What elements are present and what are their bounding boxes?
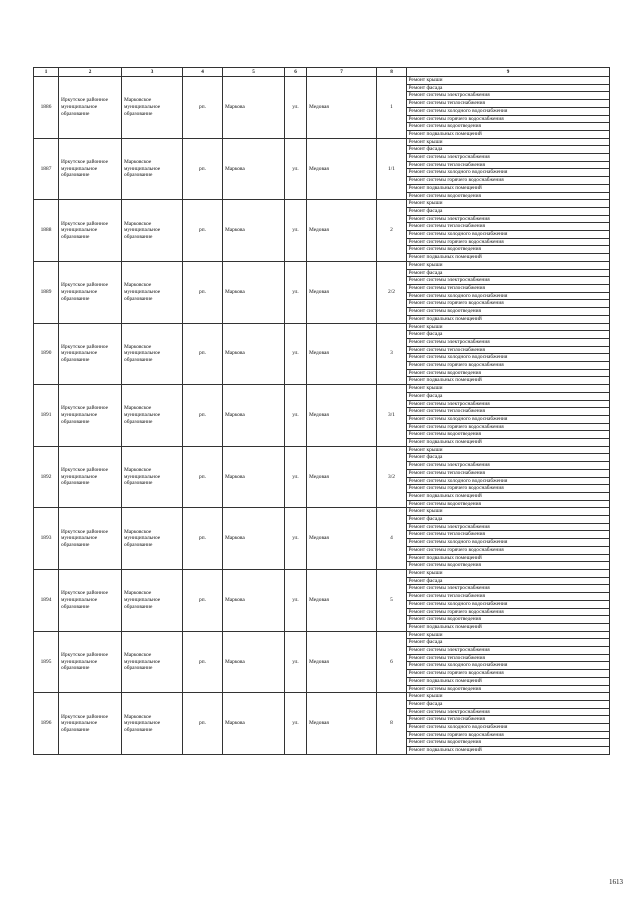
house-number-cell: 3/2	[377, 446, 407, 508]
work-item: Ремонт системы теплоснабжения	[407, 716, 610, 724]
work-item: Ремонт фасада	[407, 700, 610, 708]
street-type-cell: ул.	[285, 446, 307, 508]
row-number: 1894	[34, 570, 59, 632]
work-item: Ремонт крыши	[407, 631, 610, 639]
work-item: Ремонт системы холодного водоснабжения	[407, 354, 610, 362]
municipality-cell: Марковское муниципальное образование	[122, 261, 183, 323]
work-item: Ремонт крыши	[407, 77, 610, 85]
house-number-cell: 6	[377, 631, 407, 693]
street-type-cell: ул.	[285, 323, 307, 385]
row-number: 1887	[34, 138, 59, 200]
street-type-cell: ул.	[285, 77, 307, 139]
work-item: Ремонт системы теплоснабжения	[407, 161, 610, 169]
work-item: Ремонт системы электроснабжения	[407, 400, 610, 408]
work-item: Ремонт системы водоотведения	[407, 192, 610, 200]
district-cell: Иркутское районное муниципальное образование	[59, 323, 122, 385]
table-row	[34, 77, 610, 85]
settlement-cell: Маркова	[223, 446, 285, 508]
work-item: Ремонт фасада	[407, 331, 610, 339]
row-number: 1895	[34, 631, 59, 693]
settlement-cell: Маркова	[223, 138, 285, 200]
work-item: Ремонт системы водоотведения	[407, 685, 610, 693]
table-row	[34, 323, 610, 331]
work-item: Ремонт фасада	[407, 269, 610, 277]
municipality-cell: Марковское муниципальное образование	[122, 693, 183, 755]
table-row	[34, 508, 610, 516]
district-cell: Иркутское районное муниципальное образование	[59, 77, 122, 139]
work-item: Ремонт системы электроснабжения	[407, 277, 610, 285]
settlement-cell: Маркова	[223, 508, 285, 570]
work-item: Ремонт системы водоотведения	[407, 616, 610, 624]
work-item: Ремонт системы холодного водоснабжения	[407, 107, 610, 115]
place-type-cell: рп.	[183, 323, 223, 385]
work-item: Ремонт системы горячего водоснабжения	[407, 300, 610, 308]
work-item: Ремонт системы горячего водоснабжения	[407, 670, 610, 678]
municipality-cell: Марковское муниципальное образование	[122, 631, 183, 693]
work-item: Ремонт системы холодного водоснабжения	[407, 662, 610, 670]
table-row	[34, 138, 610, 146]
work-item: Ремонт системы водоотведения	[407, 431, 610, 439]
work-item: Ремонт крыши	[407, 261, 610, 269]
work-item: Ремонт системы теплоснабжения	[407, 469, 610, 477]
district-cell: Иркутское районное муниципальное образование	[59, 138, 122, 200]
work-item: Ремонт подвальных помещений	[407, 184, 610, 192]
work-item: Ремонт системы горячего водоснабжения	[407, 177, 610, 185]
work-item: Ремонт системы электроснабжения	[407, 92, 610, 100]
work-item: Ремонт фасада	[407, 639, 610, 647]
col-header-9: 9	[407, 68, 610, 77]
municipality-cell: Марковское муниципальное образование	[122, 508, 183, 570]
work-item: Ремонт системы горячего водоснабжения	[407, 238, 610, 246]
work-item: Ремонт крыши	[407, 693, 610, 701]
col-header-7: 7	[307, 68, 377, 77]
col-header-8: 8	[377, 68, 407, 77]
place-type-cell: рп.	[183, 261, 223, 323]
house-number-cell: 5	[377, 570, 407, 632]
work-item: Ремонт системы водоотведения	[407, 369, 610, 377]
work-item: Ремонт крыши	[407, 138, 610, 146]
work-item: Ремонт системы горячего водоснабжения	[407, 546, 610, 554]
house-number-cell: 1/1	[377, 138, 407, 200]
work-item: Ремонт системы электроснабжения	[407, 154, 610, 162]
work-item: Ремонт системы электроснабжения	[407, 647, 610, 655]
street-cell: Медовая	[307, 693, 377, 755]
municipality-cell: Марковское муниципальное образование	[122, 570, 183, 632]
street-type-cell: ул.	[285, 385, 307, 447]
place-type-cell: рп.	[183, 631, 223, 693]
row-number: 1893	[34, 508, 59, 570]
work-item: Ремонт подвальных помещений	[407, 623, 610, 631]
street-cell: Медовая	[307, 323, 377, 385]
work-item: Ремонт фасада	[407, 454, 610, 462]
street-type-cell: ул.	[285, 693, 307, 755]
street-type-cell: ул.	[285, 631, 307, 693]
settlement-cell: Маркова	[223, 385, 285, 447]
work-item: Ремонт подвальных помещений	[407, 492, 610, 500]
place-type-cell: рп.	[183, 446, 223, 508]
street-type-cell: ул.	[285, 200, 307, 262]
municipality-cell: Марковское муниципальное образование	[122, 385, 183, 447]
table-row	[34, 446, 610, 454]
page-number: 1613	[609, 878, 623, 886]
work-item: Ремонт системы холодного водоснабжения	[407, 292, 610, 300]
house-number-cell: 8	[377, 693, 407, 755]
municipality-cell: Марковское муниципальное образование	[122, 200, 183, 262]
row-number: 1896	[34, 693, 59, 755]
work-item: Ремонт системы водоотведения	[407, 500, 610, 508]
street-cell: Медовая	[307, 446, 377, 508]
work-item: Ремонт системы горячего водоснабжения	[407, 115, 610, 123]
row-number: 1890	[34, 323, 59, 385]
work-item: Ремонт подвальных помещений	[407, 439, 610, 447]
street-cell: Медовая	[307, 200, 377, 262]
work-item: Ремонт крыши	[407, 385, 610, 393]
work-item: Ремонт системы электроснабжения	[407, 523, 610, 531]
place-type-cell: рп.	[183, 570, 223, 632]
work-item: Ремонт системы холодного водоснабжения	[407, 231, 610, 239]
municipality-cell: Марковское муниципальное образование	[122, 446, 183, 508]
table-row	[34, 200, 610, 208]
work-item: Ремонт подвальных помещений	[407, 130, 610, 138]
work-item: Ремонт системы теплоснабжения	[407, 100, 610, 108]
table-row	[34, 385, 610, 393]
work-item: Ремонт крыши	[407, 446, 610, 454]
work-item: Ремонт системы водоотведения	[407, 308, 610, 316]
district-cell: Иркутское районное муниципальное образование	[59, 446, 122, 508]
street-cell: Медовая	[307, 77, 377, 139]
street-type-cell: ул.	[285, 261, 307, 323]
district-cell: Иркутское районное муниципальное образование	[59, 508, 122, 570]
settlement-cell: Маркова	[223, 631, 285, 693]
work-item: Ремонт системы электроснабжения	[407, 338, 610, 346]
works-table	[33, 67, 610, 755]
place-type-cell: рп.	[183, 693, 223, 755]
street-type-cell: ул.	[285, 138, 307, 200]
municipality-cell: Марковское муниципальное образование	[122, 77, 183, 139]
district-cell: Иркутское районное муниципальное образование	[59, 693, 122, 755]
work-item: Ремонт системы теплоснабжения	[407, 654, 610, 662]
settlement-cell: Маркова	[223, 77, 285, 139]
district-cell: Иркутское районное муниципальное образование	[59, 261, 122, 323]
house-number-cell: 1	[377, 77, 407, 139]
work-item: Ремонт крыши	[407, 570, 610, 578]
work-item: Ремонт крыши	[407, 508, 610, 516]
street-cell: Медовая	[307, 508, 377, 570]
settlement-cell: Маркова	[223, 570, 285, 632]
work-item: Ремонт системы теплоснабжения	[407, 593, 610, 601]
work-item: Ремонт системы теплоснабжения	[407, 346, 610, 354]
work-item: Ремонт системы горячего водоснабжения	[407, 608, 610, 616]
municipality-cell: Марковское муниципальное образование	[122, 323, 183, 385]
house-number-cell: 3/1	[377, 385, 407, 447]
col-header-5: 5	[223, 68, 285, 77]
settlement-cell: Маркова	[223, 261, 285, 323]
house-number-cell: 2	[377, 200, 407, 262]
work-item: Ремонт фасада	[407, 577, 610, 585]
work-item: Ремонт подвальных помещений	[407, 677, 610, 685]
settlement-cell: Маркова	[223, 693, 285, 755]
place-type-cell: рп.	[183, 77, 223, 139]
work-item: Ремонт фасада	[407, 392, 610, 400]
row-number: 1888	[34, 200, 59, 262]
col-header-2: 2	[59, 68, 122, 77]
street-cell: Медовая	[307, 570, 377, 632]
work-item: Ремонт системы водоотведения	[407, 246, 610, 254]
work-item: Ремонт системы холодного водоснабжения	[407, 415, 610, 423]
work-item: Ремонт системы электроснабжения	[407, 215, 610, 223]
place-type-cell: рп.	[183, 385, 223, 447]
row-number: 1891	[34, 385, 59, 447]
work-item: Ремонт крыши	[407, 200, 610, 208]
work-item: Ремонт системы холодного водоснабжения	[407, 724, 610, 732]
place-type-cell: рп.	[183, 200, 223, 262]
district-cell: Иркутское районное муниципальное образование	[59, 631, 122, 693]
street-cell: Медовая	[307, 261, 377, 323]
work-item: Ремонт фасада	[407, 84, 610, 92]
work-item: Ремонт системы холодного водоснабжения	[407, 600, 610, 608]
work-item: Ремонт фасада	[407, 516, 610, 524]
place-type-cell: рп.	[183, 508, 223, 570]
table-row	[34, 631, 610, 639]
header-row	[34, 68, 610, 77]
district-cell: Иркутское районное муниципальное образование	[59, 385, 122, 447]
district-cell: Иркутское районное муниципальное образование	[59, 570, 122, 632]
work-item: Ремонт системы горячего водоснабжения	[407, 362, 610, 370]
table-row	[34, 570, 610, 578]
work-item: Ремонт системы горячего водоснабжения	[407, 423, 610, 431]
work-item: Ремонт системы горячего водоснабжения	[407, 731, 610, 739]
table-row	[34, 693, 610, 701]
work-item: Ремонт подвальных помещений	[407, 747, 610, 755]
work-item: Ремонт системы электроснабжения	[407, 462, 610, 470]
col-header-3: 3	[122, 68, 183, 77]
street-type-cell: ул.	[285, 508, 307, 570]
work-item: Ремонт фасада	[407, 207, 610, 215]
row-number: 1892	[34, 446, 59, 508]
settlement-cell: Маркова	[223, 323, 285, 385]
work-item: Ремонт системы теплоснабжения	[407, 408, 610, 416]
place-type-cell: рп.	[183, 138, 223, 200]
work-item: Ремонт системы теплоснабжения	[407, 531, 610, 539]
work-item: Ремонт системы водоотведения	[407, 123, 610, 131]
work-item: Ремонт системы горячего водоснабжения	[407, 485, 610, 493]
work-item: Ремонт подвальных помещений	[407, 554, 610, 562]
work-item: Ремонт подвальных помещений	[407, 254, 610, 262]
work-item: Ремонт системы теплоснабжения	[407, 223, 610, 231]
work-item: Ремонт системы холодного водоснабжения	[407, 169, 610, 177]
settlement-cell: Маркова	[223, 200, 285, 262]
work-item: Ремонт подвальных помещений	[407, 315, 610, 323]
work-item: Ремонт крыши	[407, 323, 610, 331]
col-header-6: 6	[285, 68, 307, 77]
house-number-cell: 2/2	[377, 261, 407, 323]
table-row	[34, 261, 610, 269]
col-header-1: 1	[34, 68, 59, 77]
street-type-cell: ул.	[285, 570, 307, 632]
house-number-cell: 4	[377, 508, 407, 570]
work-item: Ремонт фасада	[407, 146, 610, 154]
work-item: Ремонт системы электроснабжения	[407, 708, 610, 716]
work-item: Ремонт системы холодного водоснабжения	[407, 539, 610, 547]
table-body	[34, 77, 610, 755]
work-item: Ремонт системы холодного водоснабжения	[407, 477, 610, 485]
work-item: Ремонт системы теплоснабжения	[407, 284, 610, 292]
row-number: 1886	[34, 77, 59, 139]
street-cell: Медовая	[307, 385, 377, 447]
street-cell: Медовая	[307, 631, 377, 693]
work-item: Ремонт подвальных помещений	[407, 377, 610, 385]
work-item: Ремонт системы водоотведения	[407, 739, 610, 747]
work-item: Ремонт системы электроснабжения	[407, 585, 610, 593]
col-header-4: 4	[183, 68, 223, 77]
work-item: Ремонт системы водоотведения	[407, 562, 610, 570]
district-cell: Иркутское районное муниципальное образование	[59, 200, 122, 262]
street-cell: Медовая	[307, 138, 377, 200]
house-number-cell: 3	[377, 323, 407, 385]
municipality-cell: Марковское муниципальное образование	[122, 138, 183, 200]
row-number: 1889	[34, 261, 59, 323]
